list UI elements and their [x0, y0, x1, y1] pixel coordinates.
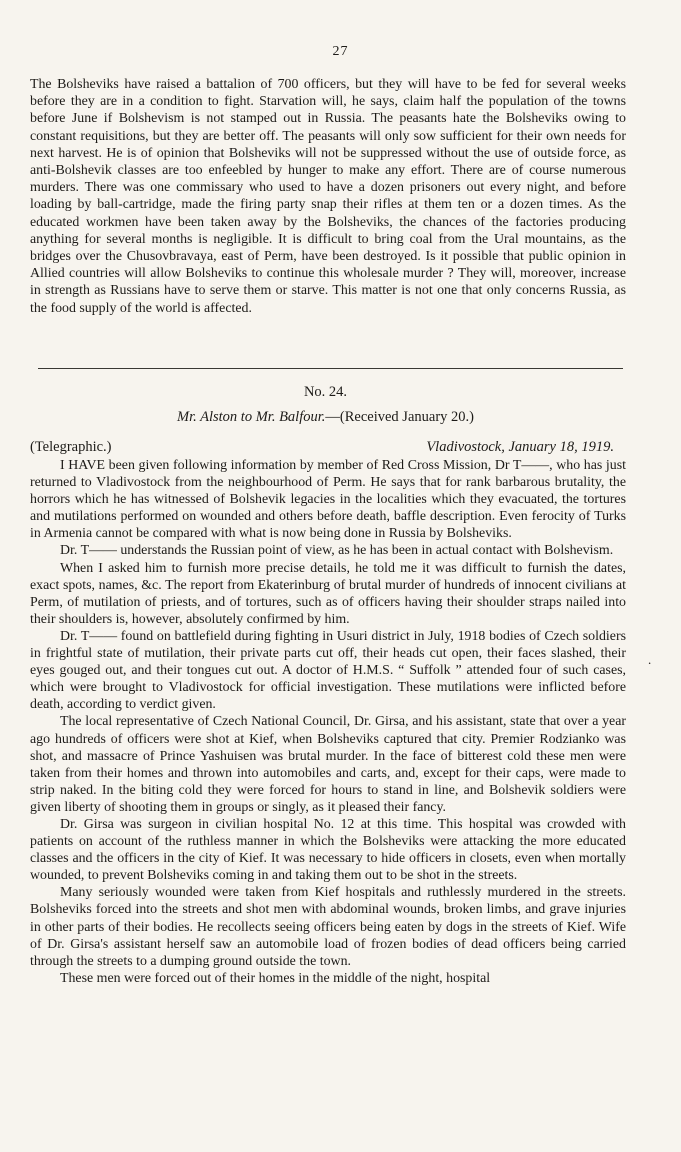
- heading-correspondents: Mr. Alston to Mr. Balfour.: [177, 409, 326, 425]
- document-number: No. 24.: [303, 384, 348, 400]
- body-paragraph: Many seriously wounded were taken from Kief hospitals and ruthlessly murdered in the streets. Bolsheviks forced into the streets and shot men with abdominal wounds, broken limbs, and grave injuries in other parts of their bodies. He recollects seeing officers being eaten by dogs in the streets of Kief. Wife of Dr. Girsa's assistant herself saw an automobile load of frozen bodies of dead officers being carried through the streets to a dumping ground outside the town.: [30, 885, 626, 969]
- body-paragraph: The local representative of Czech National Council, Dr. Girsa, and his assistant, state that over a year ago hundreds of officers were shot at Kief, when Bolsheviks captured that city. Premier Rodzianko was shot, and massacre of Prince Yashuisen was brutal murder. In the face of bitterest cold these men were taken from their homes and thrown into automobiles and carts, and, except for their caps, were made to strip naked. In the biting cold they were forced for hours to stand in line, and Bolshevik soldiers were given liberty of shooting them in groups or singly, as it pleased their fancy.: [30, 714, 626, 815]
- body-paragraph: Dr. Girsa was surgeon in civilian hospital No. 12 at this time. This hospital was crowded with patients on account of the ruthless manner in which the Bolsheviks were attacking the more educated classes and the officers in the city of Kief. It was necessary to hide officers in closets, even when mortally wounded, to prevent Bolsheviks coming in and taking them out to be shot in the streets.: [30, 816, 626, 884]
- place-date: [426, 438, 614, 456]
- body-paragraph: Dr. T—— found on battlefield during fighting in Usuri district in July, 1918 bodies of Czech soldiers in frightful state of mutilation, their private parts cut off, their heads cut open, their faces slashed, their eyes gouged out, and their tongues cut out. A doctor of H.M.S. “ Suffolk ” attended four of such cases, which were brought to Vladivostock for official investigation. These mutilations were inflicted before death, according to verdict given.: [30, 628, 626, 713]
- body-paragraph: These men were forced out of their homes in the middle of the night, hospital: [60, 970, 491, 986]
- body-paragraph: When I asked him to furnish more precise details, he told me it was difficult to furnish the dates, exact spots, names, &c. The report from Ekaterinburg of brutal murder of hundreds of innocent civilians at Perm, of mutilation of priests, and of tortures, such as of officers having their shoulder straps nailed into their shoulders is, however, absolutely confirmed by him.: [30, 560, 626, 627]
- place-date-text: Vladivostock, January 18, 1919.: [426, 439, 614, 455]
- heading-received: —(Received January 20.): [325, 409, 474, 425]
- telegraphic-label: (Telegraphic.): [30, 439, 112, 455]
- section-divider: [38, 368, 623, 369]
- body-paragraph: Dr. T—— understands the Russian point of view, as he has been in actual contact with Bolshevism.: [60, 543, 614, 559]
- intro-paragraph: The Bolsheviks have raised a battalion of 700 officers, but they will have to be fed for several weeks before they are in a condition to fight. Starvation will, he says, claim half the population of the towns before June if Bolshevism is not stamped out in Russia. The peasants hate the Bolsheviks owing to constant requisitions, but they are better off. The peasants will only sow sufficient for their own needs for next harvest. He is of opinion that Bolsheviks will not be suppressed without the use of outside force, as anti-Bolshevik classes are too enfeebled by hunger to make any effort. There are of course numerous murders. There was one commissary who used to have a dozen prisoners out every night, and before loading by ball-cartridge, made the firing party snap their rifles at them ten or a dozen times. As the educated workmen have been taken away by the Bolsheviks, the chances of the factories producing anything for several months is negligible. It is difficult to bring coal from the Ural mountains, as the bridges over the Chusovbravaya, east of Perm, have been destroyed. Is it possible that public opinion in Allied countries will allow Bolsheviks to continue this wholesale murder ? They will, moreover, increase in strength as Russians have to serve them or starve. This matter is not one that only concerns Russia, as the food supply of the world is affected.: [30, 77, 626, 316]
- intro-section: [30, 76, 626, 317]
- document-heading: [0, 409, 651, 426]
- page-number: 27: [332, 44, 349, 59]
- body-paragraph: I HAVE been given following information by member of Red Cross Mission, Dr T——, who has just returned to Vladivostock from the neighbourhood of Perm. He says that for rank barbarous brutality, the horrors which he has witnessed of Bolshevik legacies in the localities which they evacuated, the tortures and mutilations performed on wounded and others before death, baffle description. Even ferocity of Turks in Armenia cannot be compared with what is now being done in Russia by Bolsheviks.: [30, 458, 626, 542]
- letter-body: [30, 457, 626, 987]
- margin-mark: .: [648, 652, 652, 667]
